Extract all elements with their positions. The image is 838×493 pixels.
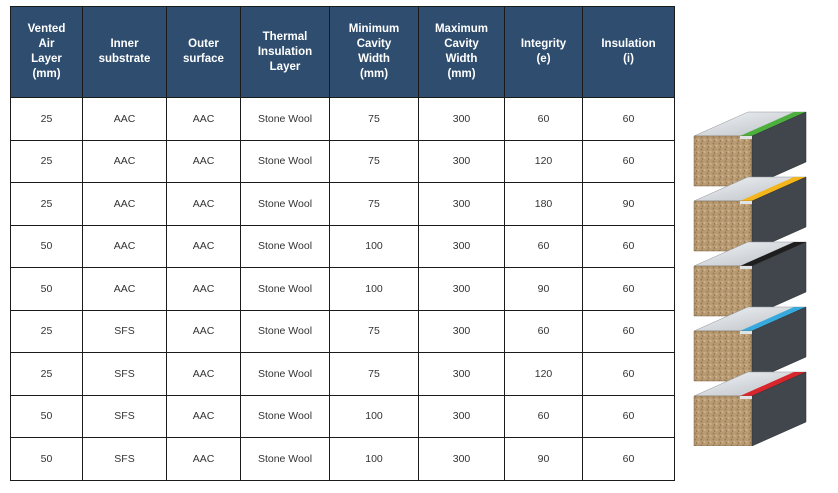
- cell-integrity: 180: [505, 183, 583, 226]
- cell-maximum-cavity-width: 300: [419, 140, 505, 183]
- cell-thermal-insulation-layer: Stone Wool: [241, 98, 330, 141]
- stone-wool-face: [694, 331, 752, 381]
- stone-wool-face: [694, 396, 752, 446]
- header-maximum-cavity-width: Maximum Cavity Width (mm): [419, 7, 505, 98]
- cell-thermal-insulation-layer: Stone Wool: [241, 225, 330, 268]
- cell-integrity: 60: [505, 98, 583, 141]
- header-insulation: Insulation (i): [583, 7, 675, 98]
- cell-integrity: 120: [505, 353, 583, 396]
- barrier-sample: [694, 307, 806, 381]
- table-row: [11, 225, 675, 268]
- barrier-sample: [694, 242, 806, 316]
- cell-vented-air-layer: 25: [11, 310, 83, 353]
- cell-integrity: 90: [505, 268, 583, 311]
- cell-thermal-insulation-layer: Stone Wool: [241, 310, 330, 353]
- cell-minimum-cavity-width: 100: [330, 438, 419, 481]
- table-row: [11, 438, 675, 481]
- cell-inner-substrate: SFS: [83, 438, 167, 481]
- cell-integrity: 60: [505, 225, 583, 268]
- cell-integrity: 120: [505, 140, 583, 183]
- cell-integrity: 60: [505, 395, 583, 438]
- cell-thermal-insulation-layer: Stone Wool: [241, 140, 330, 183]
- cell-vented-air-layer: 50: [11, 268, 83, 311]
- header-integrity: Integrity (e): [505, 7, 583, 98]
- cell-inner-substrate: AAC: [83, 225, 167, 268]
- cell-maximum-cavity-width: 300: [419, 310, 505, 353]
- cell-thermal-insulation-layer: Stone Wool: [241, 395, 330, 438]
- cell-maximum-cavity-width: 300: [419, 268, 505, 311]
- stone-wool-face: [694, 136, 752, 186]
- header-inner-substrate: Inner substrate: [83, 7, 167, 98]
- table-row: [11, 183, 675, 226]
- cell-vented-air-layer: 25: [11, 353, 83, 396]
- cell-insulation: 60: [583, 438, 675, 481]
- cell-minimum-cavity-width: 75: [330, 183, 419, 226]
- cavity-barrier-samples-illustration: [688, 106, 818, 446]
- cell-vented-air-layer: 25: [11, 98, 83, 141]
- cell-thermal-insulation-layer: Stone Wool: [241, 183, 330, 226]
- header-minimum-cavity-width: Minimum Cavity Width (mm): [330, 7, 419, 98]
- barrier-sample: [694, 372, 806, 446]
- cell-minimum-cavity-width: 75: [330, 140, 419, 183]
- cell-minimum-cavity-width: 100: [330, 395, 419, 438]
- cell-outer-surface: AAC: [167, 183, 241, 226]
- cell-vented-air-layer: 25: [11, 183, 83, 226]
- cell-outer-surface: AAC: [167, 140, 241, 183]
- foil-edge: [740, 331, 752, 334]
- table-row: [11, 310, 675, 353]
- cell-insulation: 60: [583, 310, 675, 353]
- cell-minimum-cavity-width: 75: [330, 98, 419, 141]
- cell-vented-air-layer: 50: [11, 438, 83, 481]
- cell-maximum-cavity-width: 300: [419, 225, 505, 268]
- cell-thermal-insulation-layer: Stone Wool: [241, 268, 330, 311]
- table-row: [11, 98, 675, 141]
- cell-insulation: 60: [583, 268, 675, 311]
- cell-outer-surface: AAC: [167, 268, 241, 311]
- table-row: [11, 140, 675, 183]
- cell-minimum-cavity-width: 100: [330, 225, 419, 268]
- product-sample-images: [688, 106, 818, 446]
- cell-thermal-insulation-layer: Stone Wool: [241, 438, 330, 481]
- cell-maximum-cavity-width: 300: [419, 438, 505, 481]
- cell-thermal-insulation-layer: Stone Wool: [241, 353, 330, 396]
- cell-outer-surface: AAC: [167, 395, 241, 438]
- table-header-row: [11, 7, 675, 98]
- cell-insulation: 90: [583, 183, 675, 226]
- cell-outer-surface: AAC: [167, 225, 241, 268]
- foil-edge: [740, 136, 752, 139]
- fire-barrier-spec-table: [10, 6, 675, 481]
- cell-minimum-cavity-width: 100: [330, 268, 419, 311]
- header-outer-surface: Outer surface: [167, 7, 241, 98]
- cell-maximum-cavity-width: 300: [419, 183, 505, 226]
- cell-integrity: 60: [505, 310, 583, 353]
- cell-inner-substrate: SFS: [83, 353, 167, 396]
- cell-maximum-cavity-width: 300: [419, 395, 505, 438]
- cell-integrity: 90: [505, 438, 583, 481]
- cell-inner-substrate: AAC: [83, 268, 167, 311]
- foil-edge: [740, 266, 752, 269]
- header-vented-air-layer: Vented Air Layer (mm): [11, 7, 83, 98]
- cell-outer-surface: AAC: [167, 310, 241, 353]
- cell-outer-surface: AAC: [167, 438, 241, 481]
- cell-insulation: 60: [583, 98, 675, 141]
- header-thermal-insulation-layer: Thermal Insulation Layer: [241, 7, 330, 98]
- cell-inner-substrate: SFS: [83, 395, 167, 438]
- cell-inner-substrate: AAC: [83, 183, 167, 226]
- cell-insulation: 60: [583, 225, 675, 268]
- cell-insulation: 60: [583, 353, 675, 396]
- cell-outer-surface: AAC: [167, 98, 241, 141]
- stone-wool-face: [694, 201, 752, 251]
- table-row: [11, 353, 675, 396]
- cell-insulation: 60: [583, 140, 675, 183]
- cell-minimum-cavity-width: 75: [330, 353, 419, 396]
- table-row: [11, 268, 675, 311]
- cell-vented-air-layer: 50: [11, 225, 83, 268]
- cell-outer-surface: AAC: [167, 353, 241, 396]
- cell-vented-air-layer: 50: [11, 395, 83, 438]
- table-row: [11, 395, 675, 438]
- foil-edge: [740, 396, 752, 399]
- cell-inner-substrate: AAC: [83, 98, 167, 141]
- cell-inner-substrate: SFS: [83, 310, 167, 353]
- cell-insulation: 60: [583, 395, 675, 438]
- barrier-sample: [694, 112, 806, 186]
- cell-maximum-cavity-width: 300: [419, 98, 505, 141]
- foil-edge: [740, 201, 752, 204]
- cell-inner-substrate: AAC: [83, 140, 167, 183]
- cell-vented-air-layer: 25: [11, 140, 83, 183]
- barrier-sample: [694, 177, 806, 251]
- stone-wool-face: [694, 266, 752, 316]
- cell-maximum-cavity-width: 300: [419, 353, 505, 396]
- cell-minimum-cavity-width: 75: [330, 310, 419, 353]
